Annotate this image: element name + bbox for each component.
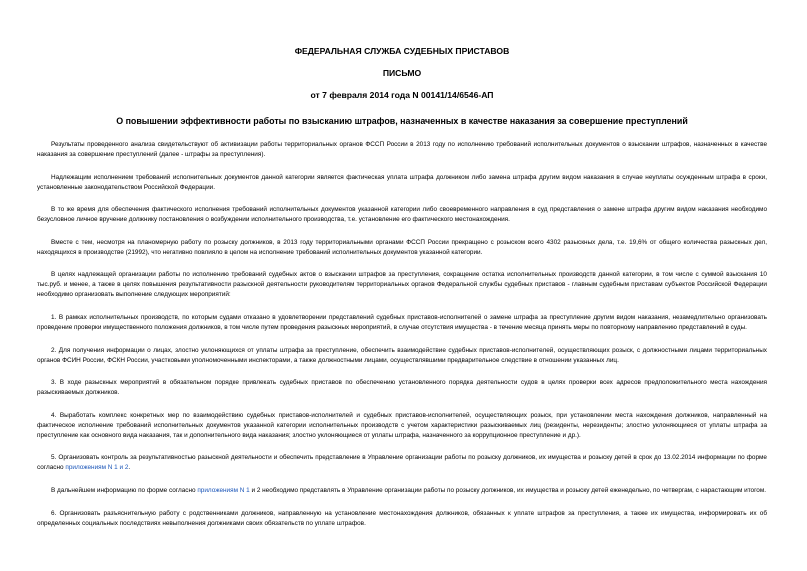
- paragraph-text: и 2 необходимо представлять в Управление организации работы по розыску должников, их имущества и розыску детей еженедельно, по четвергам, с нарастающим итогом.: [249, 486, 767, 494]
- paragraph-text: 5. Организовать контроль за результативностью разыскной деятельности и обеспечить представление в Управление организации работы по розыску должников, их имущества и розыску детей в срок до 13.02.2014 информации по форме согласно: [37, 454, 767, 472]
- document-body: [37, 140, 767, 529]
- paragraph: 1. В рамках исполнительных производств, по которым судами отказано в удовлетворении представлений судебных приставов-исполнителей о замене штрафа за преступление другим видом наказания, незамедлительно организовать проведение проверки имущественного положения должников, в том числе путем проведения разыскных мероприятий, в случае отсутствия имущества - в течение месяца принять меры по повторному направлению представлений в суды.: [37, 313, 767, 331]
- agency-heading: ФЕДЕРАЛЬНАЯ СЛУЖБА СУДЕБНЫХ ПРИСТАВОВ: [294, 46, 510, 56]
- paragraph: 2. Для получения информации о лицах, злостно уклоняющихся от уплаты штрафа за преступление, обеспечить взаимодействие судебных приставов-исполнителей, осуществляющих розыск, с должностными лицами территориальных органов ФСИН России, ФСКН России, участковыми уполномоченными инспекторами, а также должностными лицами, осуществлявшими предварительное следствие в отношении указанных лиц.: [37, 346, 767, 364]
- paragraph: В целях надлежащей организации работы по исполнению требований судебных актов о взыскании штрафов за преступления, сокращение остатка исполнительных производств данной категории, в том числе с суммой взыскания 10 тыс.руб. и менее, а также в целях повышения результативности разыскной деятельности руководителям территориальных органов Федеральной службы судебных приставов - главным судебным приставам субъектов Российской Федерации необходимо организовать выполнение следующих мероприятий:: [37, 271, 767, 299]
- paragraph: [37, 453, 767, 473]
- document-type: ПИСЬМО: [382, 68, 422, 78]
- paragraph: 3. В ходе разыскных мероприятий в обязательном порядке привлекать судебных приставов по обеспечению установленного порядка деятельности судов в целях проверки всех адресов предположительного места нахождения разыскиваемых должников.: [37, 379, 767, 397]
- appendix-1-2-link[interactable]: приложениям N 1 и 2: [65, 464, 129, 472]
- document-title: О повышении эффективности работы по взысканию штрафов, назначенных в качестве наказания за совершение преступлений: [116, 116, 688, 126]
- paragraph: 6. Организовать разъяснительную работу с родственниками должников, направленную на установление местонахождения должников, обязанных к уплате штрафов за преступления, а также их имущества, информировать их об определенных социальных последствиях невыполнения должниками своих обязательств по уплате штрафов.: [37, 509, 767, 527]
- paragraph: Вместе с тем, несмотря на планомерную работу по розыску должников, в 2013 году территориальными органами ФССП России прекращено с розыском всего 4302 разыскных дела, т.е. 19,6% от общего количества разыскных дел, находящихся в производстве (21992), что негативно повлияло в целом на исполнение требований исполнительных документов указанной категории.: [37, 238, 767, 256]
- paragraph: Результаты проведенного анализа свидетельствуют об активизации работы территориальных органов ФССП России в 2013 году по исполнению требований исполнительных документов о взыскании штрафов, назначенных в качестве наказания за совершение преступлений (далее - штрафы за преступления).: [37, 141, 767, 158]
- paragraph: [37, 486, 767, 496]
- document-date-number: от 7 февраля 2014 года N 00141/14/6546-АП: [310, 90, 494, 100]
- paragraph: В то же время для обеспечения фактического исполнения требований исполнительных документов указанной категории либо своевременного направления в суд представления о замене штрафа другим видом наказания необходимо безусловное личное вручение должнику постановления о возбуждении исполнительного производства, т.е. установление его фактического местонахождения.: [37, 206, 767, 224]
- paragraph-text: В дальнейшем информацию по форме согласно: [51, 486, 198, 494]
- appendix-1-link[interactable]: приложениям N 1: [197, 486, 250, 494]
- paragraph: Надлежащим исполнением требований исполнительных документов данной категории является фактическая уплата штрафа должником либо замена штрафа другим видом наказания в случае неуплаты осужденным штрафа в сроки, установленные законодательством Российской Федерации.: [37, 173, 767, 191]
- paragraph: 4. Выработать комплекс конкретных мер по взаимодействию судебных приставов-исполнителей и судебных приставов-исполнителей, осуществляющих розыск, при установлении места нахождения должников, направленный на фактическое исполнение требований исполнительных документов указанной категории исполнительных производств с учетом характеристики разыскиваемых лиц (резиденты, нерезиденты; злостно уклоняющиеся от уплаты штрафа за преступление как основного вида наказания, так и дополнительного вида наказания; злостно уклоняющиеся от уплаты штрафа, назначенного за коррупционное преступление и др.).: [37, 411, 767, 439]
- paragraph-text: .: [128, 464, 131, 472]
